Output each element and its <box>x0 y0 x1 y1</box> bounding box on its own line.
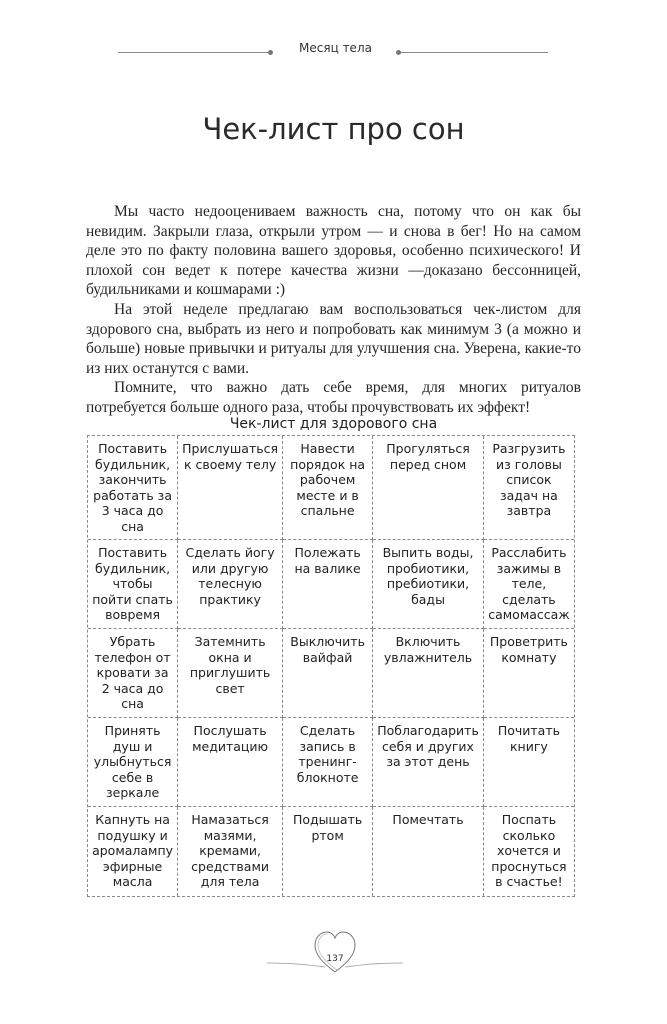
checklist-cell: Почитать книгу <box>484 718 574 807</box>
checklist-cell: Поспать сколько хочется и проснуться в счастье! <box>491 812 567 889</box>
checklist-cell: Сделать йогу или другую телесную практику <box>178 540 283 629</box>
header-rule-right <box>401 52 548 53</box>
checklist-cell: Полежать на валике <box>283 540 373 629</box>
checklist-cell: Капнуть на подушку и аромалампу эфирные масла <box>88 807 178 896</box>
checklist-cell: Сделать запись в тренинг-блокноте <box>283 718 373 807</box>
checklist-cell: Поставить будильник, закончить работать за 3 часа до сна <box>88 436 178 540</box>
checklist-cell: Навести порядок на рабочем месте и в спальне <box>283 436 373 540</box>
paragraph: Помните, что важно дать себе время, для многих ритуалов потребуется больше одного раза, чтобы прочувствовать их эффект! <box>86 379 581 416</box>
checklist-cell: Поблагодарить себя и других за этот день <box>373 718 484 807</box>
heart-ornament-icon <box>265 925 405 980</box>
body-text <box>86 202 581 418</box>
checklist-cell: Прогуляться перед сном <box>373 436 484 540</box>
paragraph: На этой неделе предлагаю вам воспользоваться чек-листом для здорового сна, выбрать из него и попробовать как минимум 3 (а можно и больше) новые привычки и ритуалы для улучшения сна. Уверена, какие-то из них останутся с вами. <box>86 300 581 377</box>
checklist-cell: Поставить будильник, чтобы пойти спать вовремя <box>88 540 178 629</box>
checklist-cell: Намазаться мазями, кремами, средствами для тела <box>178 807 283 896</box>
running-header <box>118 38 548 64</box>
page-footer <box>265 925 405 980</box>
header-title: Месяц тела <box>299 41 372 55</box>
checklist-cell: Расслабить зажимы в теле, сделать самомассаж <box>484 540 574 629</box>
page-title: Чек-лист про сон <box>202 112 465 146</box>
checklist-cell: Прислушаться к своему телу <box>178 436 283 540</box>
header-rule-left <box>118 52 268 53</box>
checklist-cell: Принять душ и улыбнуться себе в зеркале <box>88 718 178 807</box>
checklist-cell: Включить увлажнитель <box>373 629 484 718</box>
checklist-cell: Послушать медитацию <box>178 718 283 807</box>
header-dot-left <box>268 50 273 55</box>
checklist-cell: Убрать телефон от кровати за 2 часа до сна <box>88 629 178 718</box>
checklist-cell: Выключить вайфай <box>283 629 373 718</box>
checklist-cell: Выпить воды, пробиотики, пребиотики, бады <box>373 540 484 629</box>
checklist-cell: Проветрить комнату <box>484 629 574 718</box>
paragraph: Мы часто недооцениваем важность сна, потому что он как бы невидим. Закрыли глаза, открыли утром — и снова в бег! Но на самом деле это по факту половина вашего здоровья, особенно психического! И плохой сон ведет к потере качества жизни —доказано бессонницей, будильниками и кошмарами :) <box>86 203 581 299</box>
checklist-cell: Разгрузить из головы список задач на завтра <box>484 436 574 540</box>
checklist-table <box>87 435 575 897</box>
checklist-cell: Затемнить окна и приглушить свет <box>178 629 283 718</box>
page-number: 137 <box>326 954 344 964</box>
checklist-cell: Подышать ртом <box>283 807 373 896</box>
table-title: Чек-лист для здорового сна <box>229 416 438 432</box>
checklist-cell: Помечтать <box>373 807 484 896</box>
